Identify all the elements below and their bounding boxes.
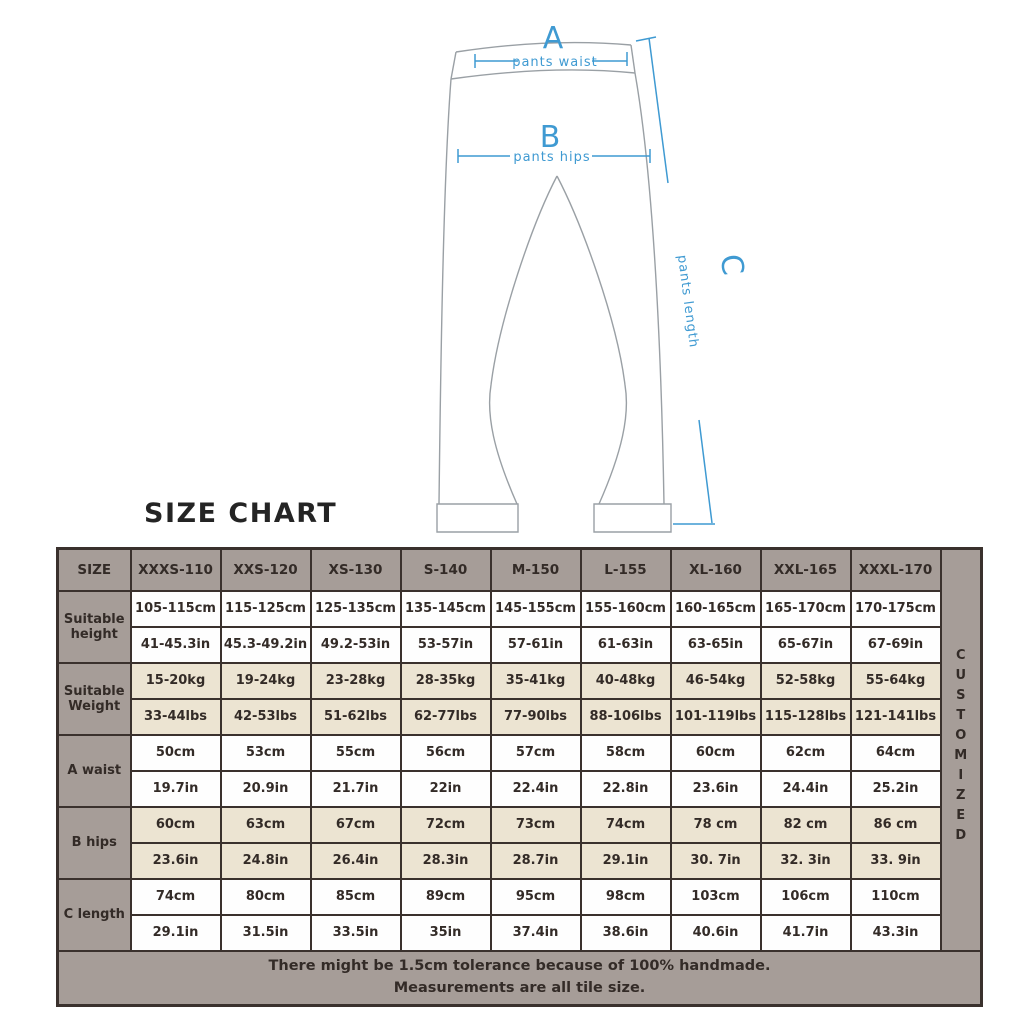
size-cell: 19-24kg bbox=[221, 663, 311, 699]
column-header: L-155 bbox=[581, 549, 671, 591]
size-cell: 24.8in bbox=[221, 843, 311, 879]
size-cell: 57cm bbox=[491, 735, 581, 771]
size-cell: 24.4in bbox=[761, 771, 851, 807]
size-cell: 29.1in bbox=[581, 843, 671, 879]
size-cell: 58cm bbox=[581, 735, 671, 771]
size-cell: 21.7in bbox=[311, 771, 401, 807]
size-cell: 65-67in bbox=[761, 627, 851, 663]
size-cell: 74cm bbox=[131, 879, 221, 915]
size-cell: 89cm bbox=[401, 879, 491, 915]
size-cell: 155-160cm bbox=[581, 591, 671, 627]
column-header: M-150 bbox=[491, 549, 581, 591]
size-cell: 77-90lbs bbox=[491, 699, 581, 735]
size-cell: 35in bbox=[401, 915, 491, 951]
size-table bbox=[56, 547, 983, 1007]
waist-dimension-caption: pants waist bbox=[512, 55, 598, 70]
size-cell: 63cm bbox=[221, 807, 311, 843]
size-cell: 98cm bbox=[581, 879, 671, 915]
size-cell: 23-28kg bbox=[311, 663, 401, 699]
size-cell: 32. 3in bbox=[761, 843, 851, 879]
size-cell: 165-170cm bbox=[761, 591, 851, 627]
waistband-left-edge bbox=[451, 52, 456, 79]
right-outer-leg-edge bbox=[635, 73, 664, 504]
size-cell: 103cm bbox=[671, 879, 761, 915]
waistband-right-edge bbox=[631, 45, 635, 73]
size-cell: 72cm bbox=[401, 807, 491, 843]
page-title: SIZE CHART bbox=[144, 498, 338, 529]
size-cell: 33-44lbs bbox=[131, 699, 221, 735]
size-cell: 105-115cm bbox=[131, 591, 221, 627]
size-cell: 125-135cm bbox=[311, 591, 401, 627]
customized-vertical-label: CUSTOMIZED bbox=[941, 549, 982, 951]
size-cell: 160-165cm bbox=[671, 591, 761, 627]
table-row bbox=[58, 771, 982, 807]
table-row bbox=[58, 591, 982, 627]
size-cell: 67cm bbox=[311, 807, 401, 843]
size-cell: 55-64kg bbox=[851, 663, 941, 699]
left-inner-leg-edge bbox=[490, 176, 557, 504]
size-cell: 145-155cm bbox=[491, 591, 581, 627]
length-dimension-caption: pants length bbox=[673, 254, 702, 350]
pants-outline bbox=[437, 43, 671, 532]
size-cell: 62cm bbox=[761, 735, 851, 771]
footer-note-line1: There might be 1.5cm tolerance because of 100% handmade. bbox=[268, 958, 771, 975]
size-cell: 55cm bbox=[311, 735, 401, 771]
size-cell: 101-119lbs bbox=[671, 699, 761, 735]
length-dimension-line bbox=[636, 37, 715, 524]
size-cell: 23.6in bbox=[131, 843, 221, 879]
column-header: S-140 bbox=[401, 549, 491, 591]
size-cell: 57-61in bbox=[491, 627, 581, 663]
size-cell: 31.5in bbox=[221, 915, 311, 951]
size-cell: 73cm bbox=[491, 807, 581, 843]
row-label: C length bbox=[58, 879, 131, 951]
size-cell: 37.4in bbox=[491, 915, 581, 951]
column-header: XXL-165 bbox=[761, 549, 851, 591]
row-label: Suitable Weight bbox=[58, 663, 131, 735]
size-cell: 41.7in bbox=[761, 915, 851, 951]
size-cell: 22.8in bbox=[581, 771, 671, 807]
size-cell: 30. 7in bbox=[671, 843, 761, 879]
table-row bbox=[58, 807, 982, 843]
size-cell: 29.1in bbox=[131, 915, 221, 951]
size-cell: 106cm bbox=[761, 879, 851, 915]
footer-note bbox=[58, 951, 982, 1006]
table-row bbox=[58, 915, 982, 951]
size-cell: 110cm bbox=[851, 879, 941, 915]
table-row bbox=[58, 699, 982, 735]
size-cell: 88-106lbs bbox=[581, 699, 671, 735]
size-cell: 85cm bbox=[311, 879, 401, 915]
hips-dimension-caption: pants hips bbox=[513, 150, 591, 165]
size-cell: 78 cm bbox=[671, 807, 761, 843]
footer-note-row bbox=[58, 951, 982, 1006]
hips-dimension-letter: B bbox=[539, 120, 561, 155]
size-cell: 53-57in bbox=[401, 627, 491, 663]
right-inner-leg-edge bbox=[557, 176, 626, 504]
left-cuff bbox=[437, 504, 518, 532]
size-cell: 15-20kg bbox=[131, 663, 221, 699]
waistband-bottom-edge bbox=[451, 70, 635, 79]
size-cell: 19.7in bbox=[131, 771, 221, 807]
size-cell: 28.7in bbox=[491, 843, 581, 879]
waist-dimension-letter: A bbox=[542, 21, 564, 56]
length-dimension-letter: C bbox=[712, 252, 751, 278]
size-cell: 82 cm bbox=[761, 807, 851, 843]
size-cell: 60cm bbox=[671, 735, 761, 771]
size-cell: 33.5in bbox=[311, 915, 401, 951]
corner-header: SIZE bbox=[58, 549, 131, 591]
row-label: A waist bbox=[58, 735, 131, 807]
footer-note-line2: Measurements are all tile size. bbox=[393, 979, 646, 996]
size-cell: 22.4in bbox=[491, 771, 581, 807]
column-header: XXS-120 bbox=[221, 549, 311, 591]
size-cell: 50cm bbox=[131, 735, 221, 771]
row-label: Suitable height bbox=[58, 591, 131, 663]
size-cell: 95cm bbox=[491, 879, 581, 915]
row-label: B hips bbox=[58, 807, 131, 879]
size-cell: 28-35kg bbox=[401, 663, 491, 699]
size-cell: 115-125cm bbox=[221, 591, 311, 627]
size-cell: 20.9in bbox=[221, 771, 311, 807]
size-cell: 67-69in bbox=[851, 627, 941, 663]
left-outer-leg-edge bbox=[439, 79, 451, 504]
column-header: XS-130 bbox=[311, 549, 401, 591]
size-cell: 62-77lbs bbox=[401, 699, 491, 735]
table-row bbox=[58, 663, 982, 699]
size-cell: 40-48kg bbox=[581, 663, 671, 699]
size-cell: 53cm bbox=[221, 735, 311, 771]
size-cell: 41-45.3in bbox=[131, 627, 221, 663]
size-cell: 45.3-49.2in bbox=[221, 627, 311, 663]
size-cell: 28.3in bbox=[401, 843, 491, 879]
size-cell: 64cm bbox=[851, 735, 941, 771]
column-header: XL-160 bbox=[671, 549, 761, 591]
size-cell: 135-145cm bbox=[401, 591, 491, 627]
size-cell: 61-63in bbox=[581, 627, 671, 663]
table-row bbox=[58, 627, 982, 663]
size-cell: 115-128lbs bbox=[761, 699, 851, 735]
table-row bbox=[58, 879, 982, 915]
size-cell: 35-41kg bbox=[491, 663, 581, 699]
size-cell: 51-62lbs bbox=[311, 699, 401, 735]
size-cell: 26.4in bbox=[311, 843, 401, 879]
size-cell: 80cm bbox=[221, 879, 311, 915]
size-cell: 38.6in bbox=[581, 915, 671, 951]
size-cell: 121-141lbs bbox=[851, 699, 941, 735]
column-header: XXXS-110 bbox=[131, 549, 221, 591]
table-header-row bbox=[58, 549, 982, 591]
size-cell: 25.2in bbox=[851, 771, 941, 807]
size-cell: 40.6in bbox=[671, 915, 761, 951]
size-cell: 42-53lbs bbox=[221, 699, 311, 735]
size-cell: 60cm bbox=[131, 807, 221, 843]
size-cell: 63-65in bbox=[671, 627, 761, 663]
size-cell: 46-54kg bbox=[671, 663, 761, 699]
size-cell: 49.2-53in bbox=[311, 627, 401, 663]
table-row bbox=[58, 843, 982, 879]
size-cell: 86 cm bbox=[851, 807, 941, 843]
size-cell: 22in bbox=[401, 771, 491, 807]
table-row bbox=[58, 735, 982, 771]
size-cell: 74cm bbox=[581, 807, 671, 843]
size-cell: 43.3in bbox=[851, 915, 941, 951]
size-cell: 52-58kg bbox=[761, 663, 851, 699]
size-cell: 170-175cm bbox=[851, 591, 941, 627]
right-cuff bbox=[594, 504, 671, 532]
size-cell: 33. 9in bbox=[851, 843, 941, 879]
column-header: XXXL-170 bbox=[851, 549, 941, 591]
size-cell: 56cm bbox=[401, 735, 491, 771]
size-cell: 23.6in bbox=[671, 771, 761, 807]
